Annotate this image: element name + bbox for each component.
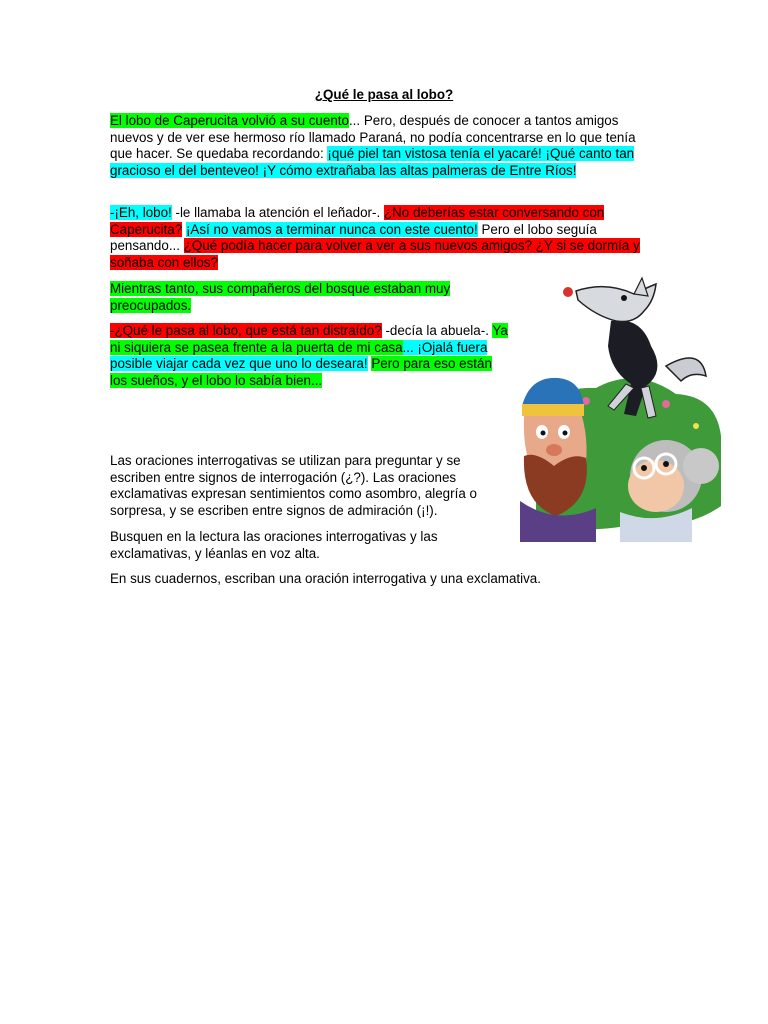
story-text: ... Pero, después de conocer a tantos amigos nuevos y de ver ese hermoso río llamado Paraná, no podía concentrarse en lo que tenía que hacer. Se quedaba recordando: [110, 113, 636, 162]
document-title: ¿Qué le pasa al lobo? [314, 87, 454, 102]
highlight-red-text: ¿Qué podía hacer para volver a ver a sus nuevos amigos? ¿Y si se dormía y soñaba con ellos? [110, 238, 640, 270]
story-paragraph-3 [110, 281, 485, 314]
homework-paragraph: En sus cuadernos, escriban una oración interrogativa y una exclamativa. [110, 571, 541, 586]
story-text: Pero el lobo seguía pensando... [110, 221, 597, 254]
highlight-cyan-text: ¡qué piel tan vistosa tenía el yacaré! ¡Qué canto tan gracioso el del benteveo! ¡Y cómo extrañaba las altas palmeras de Entre Ríos! [110, 146, 635, 178]
explanation-paragraph: Las oraciones interrogativas se utilizan para preguntar y se escriben entre signos de interrogación (¿?). Las oraciones exclamativas expresan sentimientos como asombro, alegría o sorpresa, y se escriben entre signos de admiración (¡!). [110, 453, 477, 518]
highlight-red-text: ¿No deberías estar conversando con Caperucita? [110, 205, 605, 237]
highlight-cyan-text: ¡Así no vamos a terminar nunca con este cuento! [185, 221, 478, 237]
instruction-paragraph: Busquen en la lectura las oraciones interrogativas y las exclamativas, y léanlas en voz alta. [110, 529, 438, 561]
highlight-cyan-text: ... ¡Ojalá fuera posible viajar cada vez que uno lo deseara! [110, 339, 488, 372]
wolf-woodcutter-grandmother-illustration [516, 276, 724, 542]
story-paragraph-1 [110, 113, 650, 179]
story-text: -le llamaba la atención el leñador-. [171, 205, 384, 220]
highlight-green-text: Mientras tanto, sus compañeros del bosque estaban muy preocupados. [110, 281, 451, 313]
story-paragraph-4 [110, 323, 510, 389]
story-text: -decía la abuela-. [381, 323, 493, 338]
highlight-green-text: Ya ni siquiera se pasea frente a la puerta de mi casa [110, 323, 508, 355]
highlight-green-text: El lobo de Caperucita volvió a su cuento [110, 113, 349, 128]
story-paragraph-2 [110, 205, 650, 271]
highlight-cyan-text: -¡Eh, lobo! [110, 205, 172, 220]
highlight-green-text: Pero para eso están los sueños, y el lobo lo sabía bien... [110, 356, 492, 388]
highlight-red-text: -¿Qué le pasa al lobo, que está tan distraído? [110, 323, 382, 338]
